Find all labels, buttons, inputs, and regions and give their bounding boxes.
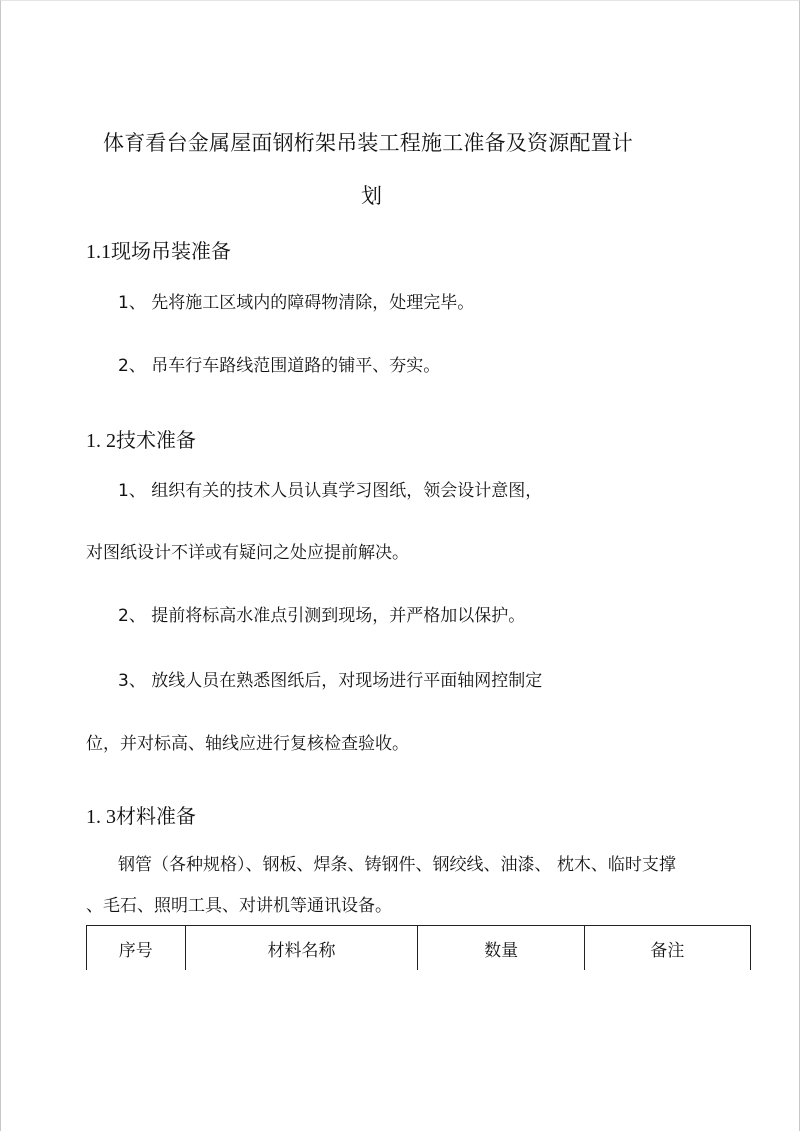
section-heading-1-1 <box>86 235 231 264</box>
paragraph: 2、 提前将标高水准点引测到现场，并严格加以保护。 <box>118 606 526 626</box>
table-header-cell: 备注 <box>584 926 750 971</box>
paragraph-continuation: 对图纸设计不详或有疑问之处应提前解决。 <box>86 543 409 563</box>
table-header-cell: 序号 <box>87 926 186 971</box>
section-heading-1-2 <box>86 424 196 453</box>
materials-table <box>86 925 751 970</box>
table-header-cell: 材料名称 <box>185 926 418 971</box>
section-number: 1.1 <box>86 241 111 263</box>
paragraph-continuation: 、毛石、照明工具、对讲机等通讯设备。 <box>86 896 392 916</box>
paragraph: 1、 组织有关的技术人员认真学习图纸，领会设计意图， <box>118 481 543 501</box>
document-title: 体育看台金属屋面钢桁架吊装工程施工准备及资源配置计 <box>103 131 633 155</box>
section-number: 1. 3 <box>86 806 116 828</box>
table-header-row <box>87 926 751 971</box>
paragraph: 2、 吊车行车路线范围道路的铺平、夯实。 <box>118 356 441 376</box>
paragraph: 钢管（各种规格）、钢板、焊条、铸钢件、钢绞线、油漆、 枕木、临时支撑 <box>118 855 676 875</box>
paragraph-continuation: 位，并对标高、轴线应进行复核检查验收。 <box>86 734 409 754</box>
section-number: 1. 2 <box>86 430 116 452</box>
section-title: 技术准备 <box>116 428 196 452</box>
section-heading-1-3 <box>86 800 196 829</box>
table-header-cell: 数量 <box>418 926 584 971</box>
paragraph: 3、 放线人员在熟悉图纸后，对现场进行平面轴网控制定 <box>118 671 543 691</box>
section-title: 材料准备 <box>116 804 196 828</box>
paragraph: 1、 先将施工区域内的障碍物清除，处理完毕。 <box>118 293 475 313</box>
document-title-continued: 划 <box>361 184 383 208</box>
section-title: 现场吊装准备 <box>111 239 231 263</box>
